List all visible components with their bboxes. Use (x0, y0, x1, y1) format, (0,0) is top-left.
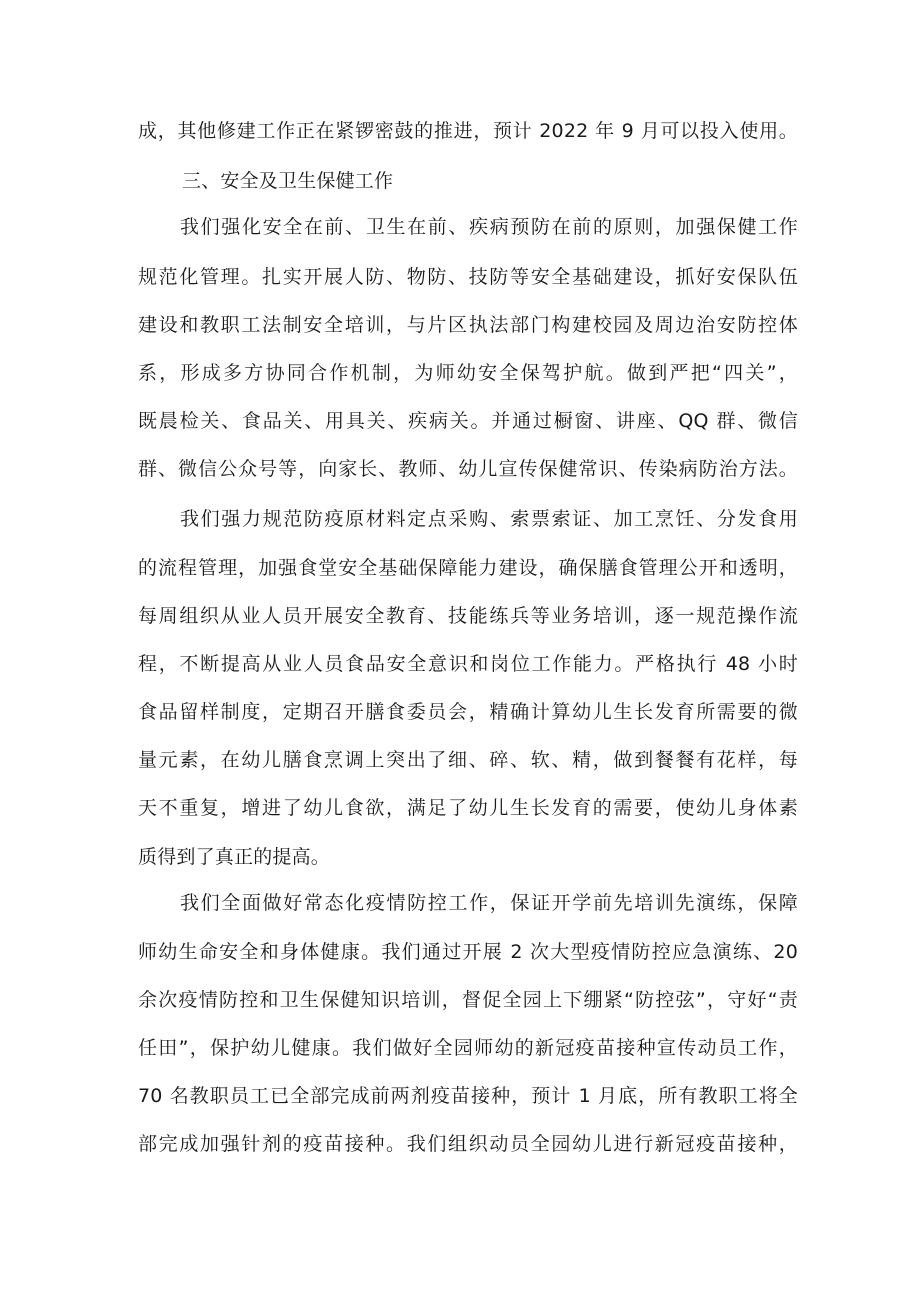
text-line-1: 成，其他修建工作正在紧锣密鼓的推进，预计 2022 年 9 月可以投入使用。 (138, 120, 798, 142)
section-heading: 三、安全及卫生保健工作 (182, 170, 394, 192)
text-line-11: 每周组织从业人员开展安全教育、技能练兵等业务培训，逐一规范操作流 (138, 605, 798, 627)
text-line-17: 我们全面做好常态化疫情防控工作，保证开学前先培训先演练，保障 (180, 892, 798, 914)
text-line-9: 我们强力规范防疫原材料定点采购、索票索证、加工烹饪、分发食用 (180, 508, 798, 530)
text-line-3: 我们强化安全在前、卫生在前、疾病预防在前的原则，加强保健工作 (180, 216, 798, 238)
text-line-18: 师幼生命安全和身体健康。我们通过开展 2 次大型疫情防控应急演练、20 (138, 941, 798, 963)
text-line-6: 系，形成多方协同合作机制，为师幼安全保驾护航。做到严把“四关”， (138, 362, 798, 384)
text-line-21: 70 名教职员工已全部完成前两剂疫苗接种，预计 1 月底，所有教职工将全 (138, 1085, 798, 1107)
text-line-4: 规范化管理。扎实开展人防、物防、技防等安全基础建设，抓好安保队伍 (138, 266, 798, 288)
text-line-16: 质得到了真正的提高。 (138, 846, 331, 868)
text-line-15: 天不重复，增进了幼儿食欲，满足了幼儿生长发育的需要，使幼儿身体素 (138, 797, 798, 819)
text-line-7: 既晨检关、食品关、用具关、疾病关。并通过橱窗、讲座、QQ 群、微信 (138, 410, 798, 432)
text-line-20: 任田”，保护幼儿健康。我们做好全园师幼的新冠疫苗接种宣传动员工作， (138, 1037, 798, 1059)
text-line-13: 食品留样制度，定期召开膳食委员会，精确计算幼儿生长发育所需要的微 (138, 701, 798, 723)
text-line-19: 余次疫情防控和卫生保健知识培训，督促全园上下绷紧“防控弦”，守好“责 (138, 989, 798, 1011)
text-line-10: 的流程管理，加强食堂安全基础保障能力建设，确保膳食管理公开和透明， (138, 557, 798, 579)
text-line-14: 量元素，在幼儿膳食烹调上突出了细、碎、软、精，做到餐餐有花样，每 (138, 749, 798, 771)
text-line-8: 群、微信公众号等，向家长、教师、幼儿宣传保健常识、传染病防治方法。 (138, 458, 798, 480)
text-line-22: 部完成加强针剂的疫苗接种。我们组织动员全园幼儿进行新冠疫苗接种， (138, 1133, 798, 1155)
text-line-12: 程，不断提高从业人员食品安全意识和岗位工作能力。严格执行 48 小时 (138, 653, 798, 675)
text-line-5: 建设和教职工法制安全培训，与片区执法部门构建校园及周边治安防控体 (138, 314, 798, 336)
